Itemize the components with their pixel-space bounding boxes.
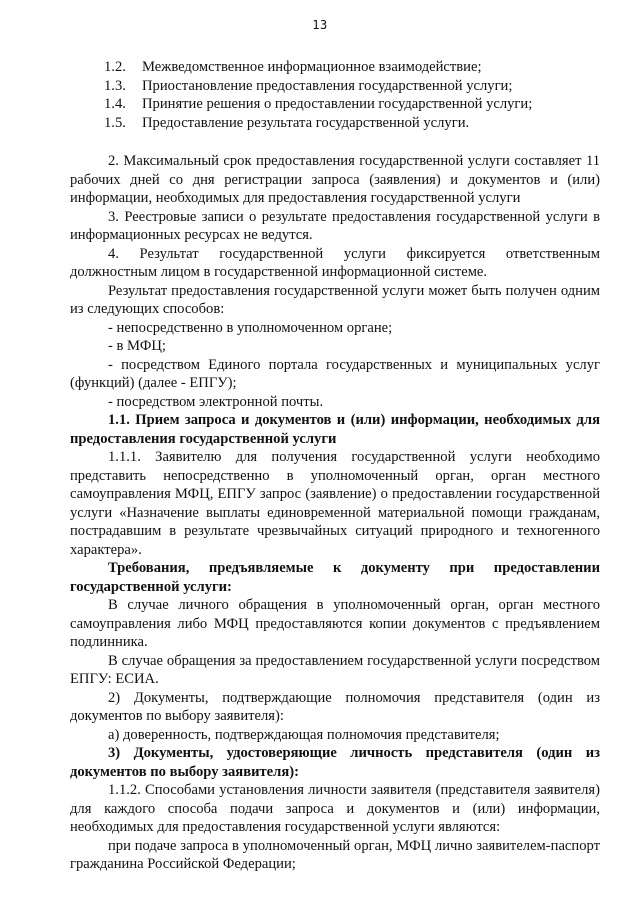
way-item: - непосредственно в уполномоченном органе; — [108, 319, 393, 336]
requirement-personal: В случае личного обращения в уполномоченный орган, орган местного самоуправления либо МФЦ предоставляются копии документов с предъявлением подлинника. — [70, 597, 600, 650]
list-item — [70, 114, 600, 133]
requirement-epgu: В случае обращения за предоставлением государственной услуги посредством ЕПГУ: ЕСИА. — [70, 652, 600, 687]
list-item-number: 1.5. — [104, 114, 126, 131]
list-item-number: 1.3. — [104, 77, 126, 94]
section-heading-1-1: 1.1. Прием запроса и документов и (или) информации, необходимых для предоставления государственной услуги — [70, 412, 600, 447]
list-item-text: Принятие решения о предоставлении государственной услуги; — [142, 96, 533, 112]
page-number: 13 — [312, 18, 328, 32]
list-item-number: 1.2. — [104, 59, 126, 75]
list-item-text: Предоставление результата государственной услуги. — [142, 114, 470, 131]
documents-authority-a: а) доверенность, подтверждающая полномочия представителя; — [108, 726, 500, 743]
paragraph-1-1-1: 1.1.1. Заявителю для получения государственной услуги необходимо представить непосредственно в уполномоченный орган, орган местного самоуправления МФЦ, ЕПГУ запрос (заявление) о предоставлении государственной услуги «Назначение выплаты единовременной материальной помощи гражданам, пострадавшим в результате чрезвычайных ситуаций природного и техногенного характера». — [70, 449, 600, 558]
paragraph-result-fixed: 4. Результат государственной услуги фиксируется ответственным должностным лицом в государственной информационной системе. — [70, 245, 600, 280]
documents-authority: 2) Документы, подтверждающие полномочия представителя (один из документов по выбору заявителя): — [70, 689, 600, 724]
list-item-text: Межведомственное информационное взаимодействие; — [142, 59, 482, 75]
requirements-heading: Требования, предъявляемые к документу при предоставлении государственной услуги: — [70, 560, 600, 595]
way-item: - в МФЦ; — [108, 338, 166, 354]
documents-identity-heading: 3) Документы, удостоверяющие личность представителя (один из документов по выбору заявителя): — [70, 745, 600, 780]
paragraph-max-term: 2. Максимальный срок предоставления государственной услуги составляет 11 рабочих дней со дня регистрации запроса (заявления) и документов и (или) информации, необходимых для предоставления государственной услуги — [70, 153, 600, 206]
list-item — [70, 77, 600, 96]
list-item-text: Приостановление предоставления государственной услуги; — [142, 77, 513, 94]
paragraph-registry: 3. Реестровые записи о результате предоставления государственной услуги в информационных ресурсах не ведутся. — [70, 208, 600, 243]
list-item — [70, 58, 600, 77]
way-item: - посредством электронной почты. — [108, 393, 324, 410]
list-item — [70, 95, 600, 114]
document-body — [70, 58, 600, 874]
paragraph-result-ways: Результат предоставления государственной услуги может быть получен одним из следующих способов: — [70, 282, 600, 317]
way-item: - посредством Единого портала государственных и муниципальных услуг (функций) (далее - ЕПГУ); — [70, 356, 600, 391]
list-item-number: 1.4. — [104, 96, 126, 112]
paragraph-passport: при подаче запроса в уполномоченный орган, МФЦ лично заявителем-паспорт гражданина Российской Федерации; — [70, 837, 600, 872]
paragraph-1-1-2: 1.1.2. Способами установления личности заявителя (представителя заявителя) для каждого способа подачи запроса и документов и (или) информации, необходимых для предоставления государственной услуги являются: — [70, 782, 600, 835]
